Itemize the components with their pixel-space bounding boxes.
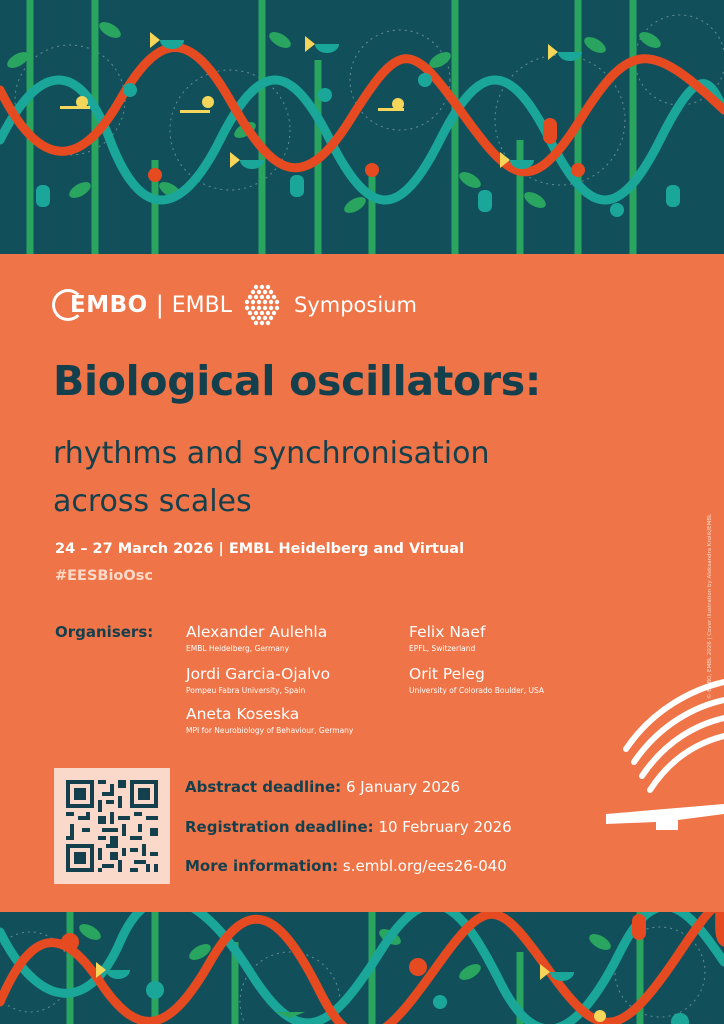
embo-embl-logo: [52, 280, 417, 330]
abstract-deadline: [185, 778, 460, 796]
event-hashtag: #EESBioOsc: [55, 568, 153, 584]
registration-deadline-date: 10 February 2026: [378, 818, 512, 836]
organiser-entry: [186, 705, 353, 735]
organisers-label: Organisers:: [55, 623, 154, 641]
embl-hexagon-icon: [242, 283, 282, 327]
subtitle-line-1: rhythms and synchronisation: [53, 436, 490, 471]
more-information: [185, 857, 507, 875]
organiser-entry: [186, 623, 327, 653]
organiser-affiliation: EMBL Heidelberg, Germany: [186, 644, 290, 653]
symposium-label: Symposium: [294, 293, 417, 317]
more-information-link[interactable]: s.embl.org/ees26-040: [342, 857, 507, 875]
organiser-entry: [186, 665, 330, 695]
logo-separator: |: [155, 291, 164, 319]
abstract-deadline-label: Abstract deadline:: [185, 778, 342, 796]
event-subtitle: [53, 430, 489, 526]
event-dates-location: 24 – 27 March 2026 | EMBL Heidelberg and Virtual: [55, 541, 465, 557]
embo-wordmark: EMBO: [70, 292, 148, 318]
organiser-affiliation: University of Colorado Boulder, USA: [409, 686, 545, 695]
organiser-entry: [409, 665, 544, 695]
event-title: Biological oscillators:: [53, 357, 541, 405]
registration-deadline-label: Registration deadline:: [185, 818, 374, 836]
abstract-deadline-date: 6 January 2026: [345, 778, 461, 796]
qr-code[interactable]: [54, 768, 170, 884]
copyright-credit: © EMBO, EMBL 2026 | Cover illustration by Aleksandra Krolik/EMBL: [707, 513, 713, 699]
organiser-entry: [409, 623, 485, 653]
organiser-name: Felix Naef: [409, 623, 486, 641]
organiser-name: Aneta Koseska: [186, 705, 300, 723]
organiser-name: Jordi Garcia-Ojalvo: [186, 665, 331, 683]
organiser-affiliation: EPFL, Switzerland: [409, 644, 476, 653]
organiser-name: Orit Peleg: [409, 665, 485, 683]
organiser-name: Alexander Aulehla: [186, 623, 328, 641]
subtitle-line-2: across scales: [53, 484, 252, 519]
bottom-illustration: [0, 912, 724, 1024]
top-illustration: [0, 0, 724, 254]
organiser-affiliation: Pompeu Fabra University, Spain: [186, 686, 306, 695]
embl-building-graphic: [598, 654, 724, 854]
embl-wordmark: EMBL: [171, 292, 233, 318]
main-panel: [0, 254, 724, 912]
registration-deadline: [185, 818, 512, 836]
organiser-affiliation: MPI for Neurobiology of Behaviour, Germany: [186, 726, 354, 735]
more-information-label: More information:: [185, 857, 339, 875]
